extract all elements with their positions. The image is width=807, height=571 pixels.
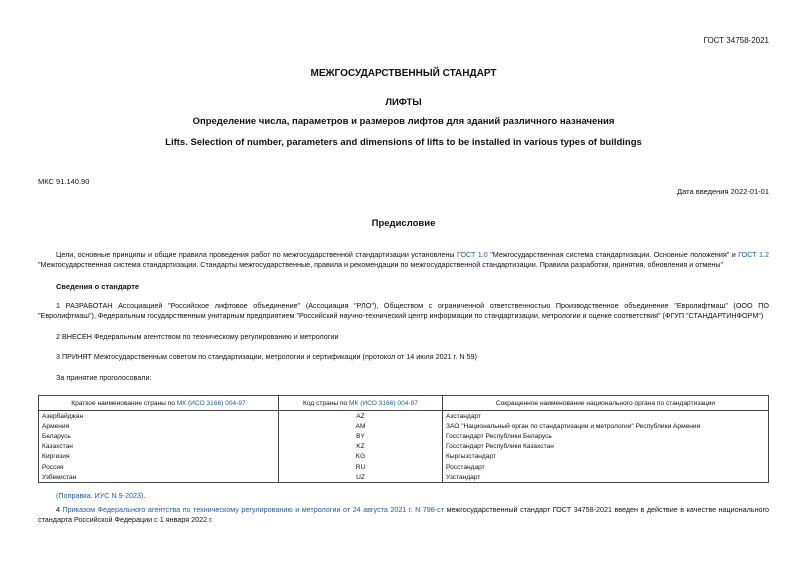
item-3-text: 3 ПРИНЯТ Межгосударственным советом по стандартизации, метрологии и сертификации (протокол от 14 июля 2021 г. N 59) (56, 352, 477, 361)
document-code: ГОСТ 34758-2021 (703, 36, 769, 45)
introduction-date: Дата введения 2022-01-01 (677, 187, 769, 196)
mks-code: МКС 91.140.90 (38, 177, 90, 186)
column-header-code: Код страны по МК (ИСО 3166) 004-97 (279, 396, 443, 411)
item-4-enacted: 4 Приказом Федерального агентства по техническому регулированию и метрологии от 24 августа 2021 г. N 798-ст межгосударственный стандарт ГОСТ 34758-2021 введен в действие в качестве национального стандарта Российской Федерации с 1 января 2022 г. (38, 505, 769, 524)
amendment-link[interactable]: (Поправка. ИУС N 9-2023) (56, 491, 144, 500)
gost-1-0-link[interactable]: ГОСТ 1.0 (456, 250, 488, 259)
item-4-text: межгосударственный стандарт ГОСТ 34758-2021 введен в действие в качестве национального стандарта Российской Федерации с 1 января 2022 г. (38, 505, 769, 524)
item-3-adopted (38, 352, 769, 362)
table-row: Азербайджан AZ Азстандарт (39, 411, 769, 422)
document-subtitle: Определение числа, параметров и размеров лифтов для зданий различного назначения (192, 116, 615, 127)
voting-countries-table (38, 395, 769, 483)
table-row: Узбекистан UZ Узстандарт (39, 472, 769, 483)
amendment-note: (Поправка. ИУС N 9-2023). (56, 491, 146, 500)
standard-kind: МЕЖГОСУДАРСТВЕННЫЙ СТАНДАРТ (310, 68, 497, 79)
standard-info-heading: Сведения о стандарте (56, 282, 140, 291)
preface-text-b: "Межгосударственная система стандартизации. Основные положения" и (487, 250, 739, 259)
mk-iso-link[interactable]: МК (ИСО 3166) 004-97 (176, 399, 246, 407)
item-2-submitted (38, 332, 769, 342)
table-row: Киргизия KG Кыргызстандарт (39, 452, 769, 462)
table-row: Беларусь BY Госстандарт Республики Беларусь (39, 431, 769, 441)
gost-1-2-link[interactable]: ГОСТ 1.2 (738, 250, 769, 259)
table-row: Россия RU Росстандарт (39, 462, 769, 472)
order-link[interactable]: Приказом Федерального агентства по техническому регулированию и метрологии от 24 августа 2021 г. N 798-ст (62, 505, 445, 514)
vote-label-text: За принятие проголосовали: (56, 373, 152, 382)
item-2-text: 2 ВНЕСЕН Федеральным агентством по техническому регулированию и метрологии (56, 332, 339, 341)
table-row: Казахстан KZ Госстандарт Республики Казахстан (39, 442, 769, 452)
mk-iso-link[interactable]: МК (ИСО 3166) 004-97 (349, 399, 418, 407)
document-title-english: Lifts. Selection of number, parameters and dimensions of lifts to be installed in various types of buildings (165, 137, 642, 148)
preface-text-c: "Межгосударственная система стандартизации. Стандарты межгосударственные, правила и рекомендации по межгосударственной стандартизации. Правила разработки, принятия, обновления и отмены" (38, 260, 724, 269)
preface-heading: Предисловие (371, 218, 436, 229)
preface-text-a: Цели, основные принципы и общие правила проведения работ по межгосударственной стандартизации установлены (56, 250, 457, 259)
document-title: ЛИФТЫ (385, 97, 422, 108)
table-row: Армения AM ЗАО "Национальный орган по стандартизации и метрологии" Республики Армения (39, 421, 769, 431)
preface-paragraph (38, 250, 769, 270)
item-1-text: 1 РАЗРАБОТАН Ассоциацией "Российское лифтовое объединение" (Ассоциация "РЛО"), Обществом с ограниченной ответственностью Производственное объединение "Евролифтмаш" (ООО ПО "Евролифтмаш"), Федеральным государственным унитарным предприятием "Российский научно-технический центр информации по стандартизации, метрологии и оценке соответствия" (ФГУП "СТАНДАРТИНФОРМ") (38, 301, 769, 320)
column-header-body: Сокращенное наименование национального органа по стандартизации (443, 396, 769, 411)
table-header-row (39, 396, 769, 411)
item-1-developed (38, 301, 769, 321)
vote-label (38, 373, 769, 383)
column-header-country: Краткое наименование страны по МК (ИСО 3166) 004-97 (39, 396, 279, 411)
